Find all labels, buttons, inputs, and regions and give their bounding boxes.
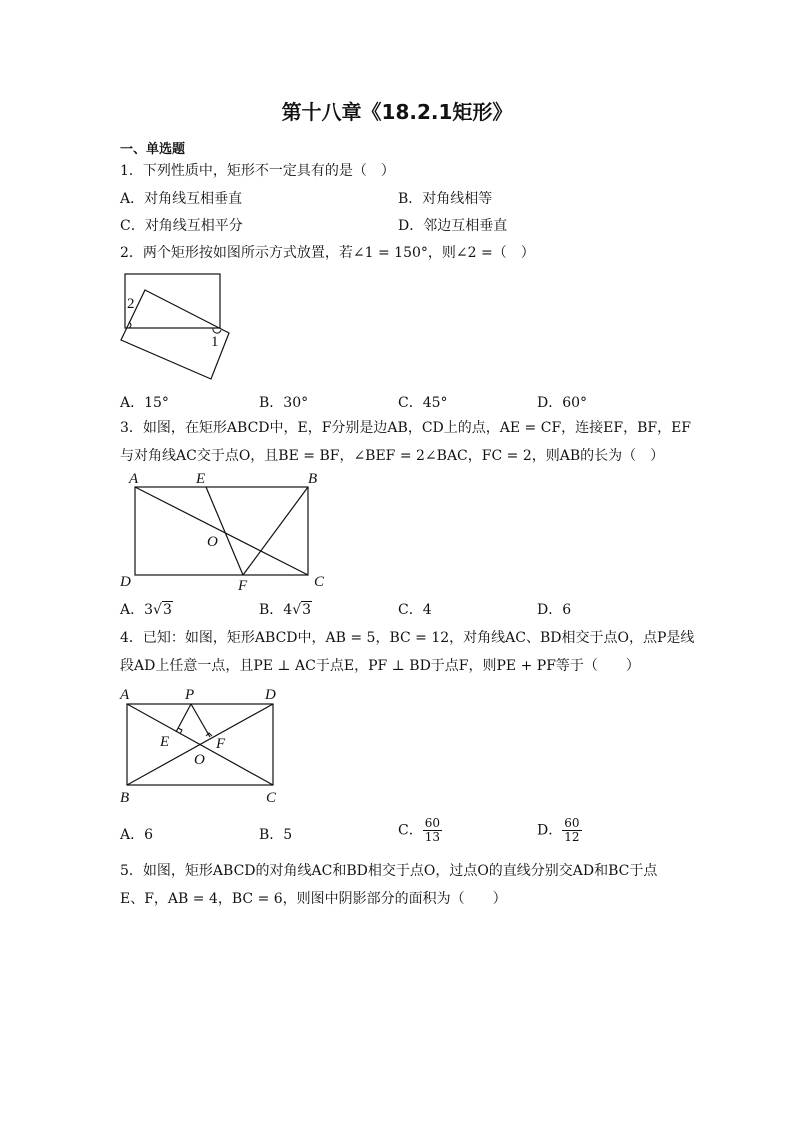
q4-option-d-label: D． — [537, 822, 563, 839]
q4-label-o: O — [194, 752, 205, 768]
q2-label-1: 1 — [211, 334, 219, 350]
q4-label-b: B — [120, 790, 130, 806]
q4-option-b: B．5 — [259, 827, 293, 843]
q4-option-d-denominator: 12 — [564, 830, 580, 844]
q3-label-b: B — [308, 471, 318, 487]
section-heading: 一、单选题 — [120, 142, 186, 157]
q3-label-e: E — [196, 471, 206, 487]
q2-figure — [115, 270, 240, 385]
q4-label-f: F — [216, 736, 226, 752]
q3-segment-ef — [206, 487, 243, 575]
q5-stem-line2: E、F，AB = 4，BC = 6，则图中阴影部分的面积为（ ） — [120, 891, 507, 907]
q4-label-e: E — [160, 734, 170, 750]
q2-option-a: A．15° — [120, 395, 169, 411]
q4-segment-pf — [191, 704, 210, 737]
q2-stem: 2．两个矩形按如图所示方式放置，若∠1 = 150°，则∠2 =（ ） — [120, 245, 535, 261]
q1-option-c: C．对角线互相平分 — [120, 218, 243, 234]
q4-figure — [115, 682, 290, 807]
q1-stem: 1．下列性质中，矩形不一定具有的是（ ） — [120, 163, 395, 179]
q3-stem-line1: 3．如图，在矩形ABCD中，E，F分别是边AB，CD上的点，AE = CF，连接EF，BF，EF — [120, 420, 692, 436]
q3-option-d: D．6 — [537, 602, 572, 618]
q3-label-o: O — [207, 534, 218, 550]
q2-option-d: D．60° — [537, 395, 588, 411]
q3-label-a: A — [129, 471, 139, 487]
q3-option-b: B．4√3 — [259, 602, 312, 618]
page-title: 第十八章《18.2.1矩形》 — [281, 100, 513, 124]
q4-option-d — [537, 817, 582, 844]
q4-option-d-numerator: 60 — [564, 816, 580, 830]
q3-option-b-radicand: 3 — [302, 602, 312, 618]
q3-figure — [115, 470, 330, 595]
q1-option-a: A．对角线互相垂直 — [120, 191, 243, 207]
q1-option-b: B．对角线相等 — [398, 191, 493, 207]
q3-label-d: D — [120, 574, 131, 590]
q4-stem-line2: 段AD上任意一点，且PE ⊥ AC于点E，PF ⊥ BD于点F，则PE + PF等于（ ） — [120, 658, 640, 674]
q3-option-c: C．4 — [398, 602, 432, 618]
q5-stem-line1: 5．如图，矩形ABCD的对角线AC和BD相交于点O，过点O的直线分别交AD和BC于点 — [120, 863, 658, 879]
q1-option-d: D．邻边互相垂直 — [398, 218, 508, 234]
q4-option-c-numerator: 60 — [424, 816, 440, 830]
q4-label-c: C — [266, 790, 277, 806]
q4-label-p: P — [185, 687, 195, 703]
q4-label-d: D — [265, 687, 276, 703]
q4-label-a: A — [120, 687, 130, 703]
q4-option-c-denominator: 13 — [424, 830, 440, 844]
q3-label-f: F — [238, 578, 248, 594]
q4-stem-line1: 4．已知：如图，矩形ABCD中，AB = 5，BC = 12，对角线AC、BD相交于点O，点P是线 — [120, 630, 695, 646]
q2-label-2: 2 — [127, 296, 135, 312]
q4-option-c-label: C． — [398, 822, 423, 839]
q4-option-c-fraction — [423, 817, 442, 844]
q3-option-a: A．3√3 — [120, 602, 172, 618]
q4-option-a: A．6 — [120, 827, 154, 843]
q3-diagonal-ac — [135, 487, 308, 575]
q3-option-a-coef: A．3 — [120, 602, 154, 618]
q3-label-c: C — [314, 574, 325, 590]
q2-option-c: C．45° — [398, 395, 448, 411]
q3-stem-line2: 与对角线AC交于点O，且BE = BF，∠BEF = 2∠BAC，FC = 2，则AB的长为（ ） — [120, 448, 665, 464]
q3-segment-bf — [243, 487, 308, 575]
q3-option-a-radicand: 3 — [162, 602, 172, 618]
q2-option-b: B．30° — [259, 395, 309, 411]
q3-option-b-coef: B．4 — [259, 602, 293, 618]
q4-option-d-fraction — [562, 817, 581, 844]
q4-option-c — [398, 817, 442, 844]
